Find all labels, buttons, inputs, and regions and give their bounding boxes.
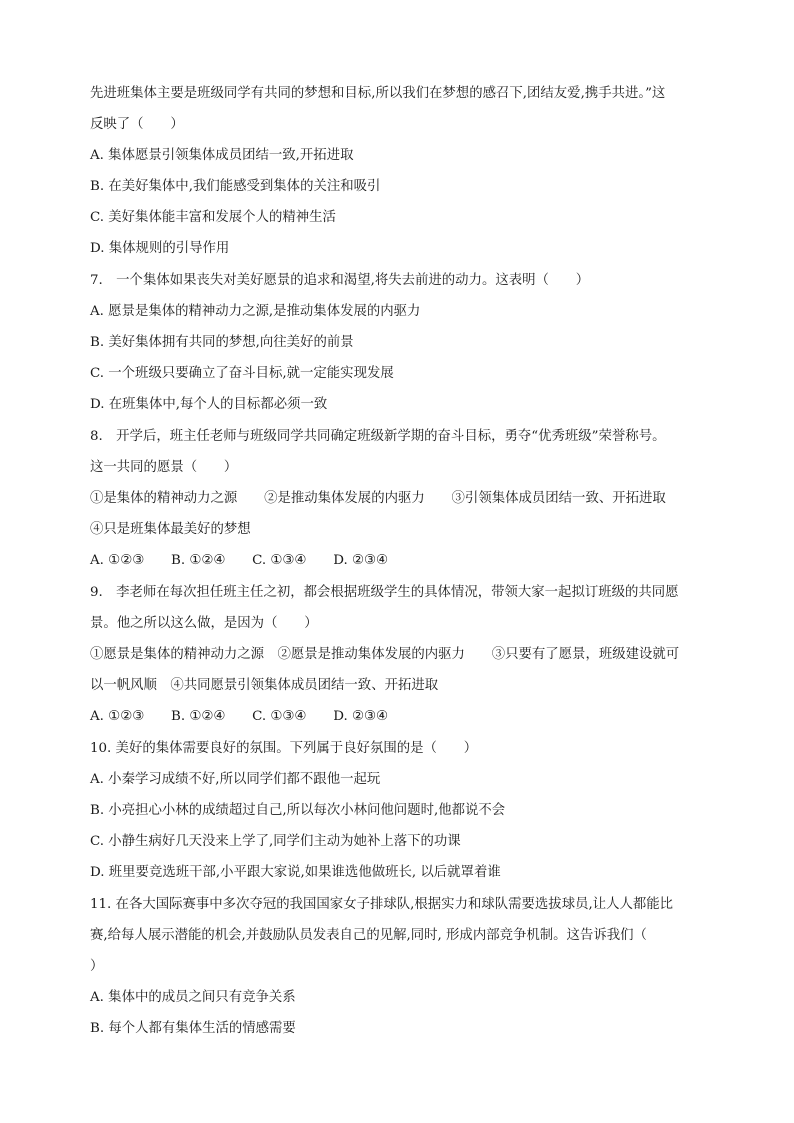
text-line: D. 集体规则的引导作用 xyxy=(90,241,230,256)
text-line: A. 小秦学习成绩不好,所以同学们都不跟他一起玩 xyxy=(90,772,381,787)
text-line: C. 小静生病好几天没来上学了,同学们主动为她补上落下的功课 xyxy=(90,834,461,849)
text-line: A. ①②③ B. ①②④ C. ①③④ D. ②③④ xyxy=(90,709,388,724)
text-line: 以一帆风顺 ④共同愿景引领集体成员团结一致、开拓进取 xyxy=(90,678,439,693)
text-line: 10. 美好的集体需要良好的氛围。下列属于良好氛围的是（ ） xyxy=(90,741,478,756)
text-line: A. 集体愿景引领集体成员团结一致,开拓进取 xyxy=(90,148,354,163)
text-line: B. 每个人都有集体生活的情感需要 xyxy=(90,1021,296,1036)
text-line: ①是集体的精神动力之源 ②是推动集体发展的内驱力 ③引领集体成员团结一致、开拓进取 xyxy=(90,491,666,506)
text-line: C. 一个班级只要确立了奋斗目标,就一定能实现发展 xyxy=(90,366,394,381)
text-line: 11. 在各大国际赛事中多次夺冠的我国国家女子排球队,根据实力和球队需要选拔球员,让人人都能比 xyxy=(90,897,674,912)
text-line: 9. 李老师在每次担任班主任之初，都会根据班级学生的具体情况，带领大家一起拟订班级的共同愿 xyxy=(90,585,679,600)
text-line: A. 愿景是集体的精神动力之源,是推动集体发展的内驱力 xyxy=(90,304,421,319)
text-line: 7. 一个集体如果丧失对美好愿景的追求和渴望,将失去前进的动力。这表明（ ） xyxy=(90,273,590,288)
text-line: 先进班集体主要是班级同学有共同的梦想和目标,所以我们在梦想的感召下,团结友爱,携手共进。”这 xyxy=(90,86,666,101)
text-line: B. 小亮担心小林的成绩超过自己,所以每次小林问他问题时,他都说不会 xyxy=(90,803,506,818)
text-line: A. ①②③ B. ①②④ C. ①③④ D. ②③④ xyxy=(90,553,388,568)
text-line: 这一共同的愿景（ ） xyxy=(90,460,238,475)
text-line: D. 班里要竞选班干部,小平跟大家说,如果谁选他做班长, 以后就罩着谁 xyxy=(90,865,501,880)
text-line: B. 美好集体拥有共同的梦想,向往美好的前景 xyxy=(90,335,354,350)
text-line: 赛,给每人展示潜能的机会,并鼓励队员发表自己的见解,同时, 形成内部竞争机制。这告诉我们（ xyxy=(90,928,647,943)
text-line: B. 在美好集体中,我们能感受到集体的关注和吸引 xyxy=(90,179,381,194)
text-line: ①愿景是集体的精神动力之源 ②愿景是推动集体发展的内驱力 ③只要有了愿景，班级建设就可 xyxy=(90,647,680,662)
text-line: C. 美好集体能丰富和发展个人的精神生活 xyxy=(90,210,336,225)
text-line: 8. 开学后，班主任老师与班级同学共同确定班级新学期的奋斗目标，勇夺“优秀班级”荣誉称号。 xyxy=(90,429,666,444)
text-line: 景。他之所以这么做，是因为（ ） xyxy=(90,616,318,631)
text-line: 反映了（ ） xyxy=(90,117,184,132)
text-line: ④只是班集体最美好的梦想 xyxy=(90,522,251,537)
text-line: A. 集体中的成员之间只有竞争关系 xyxy=(90,990,296,1005)
text-line: D. 在班集体中,每个人的目标都必须一致 xyxy=(90,397,328,412)
text-line: ） xyxy=(90,959,104,974)
